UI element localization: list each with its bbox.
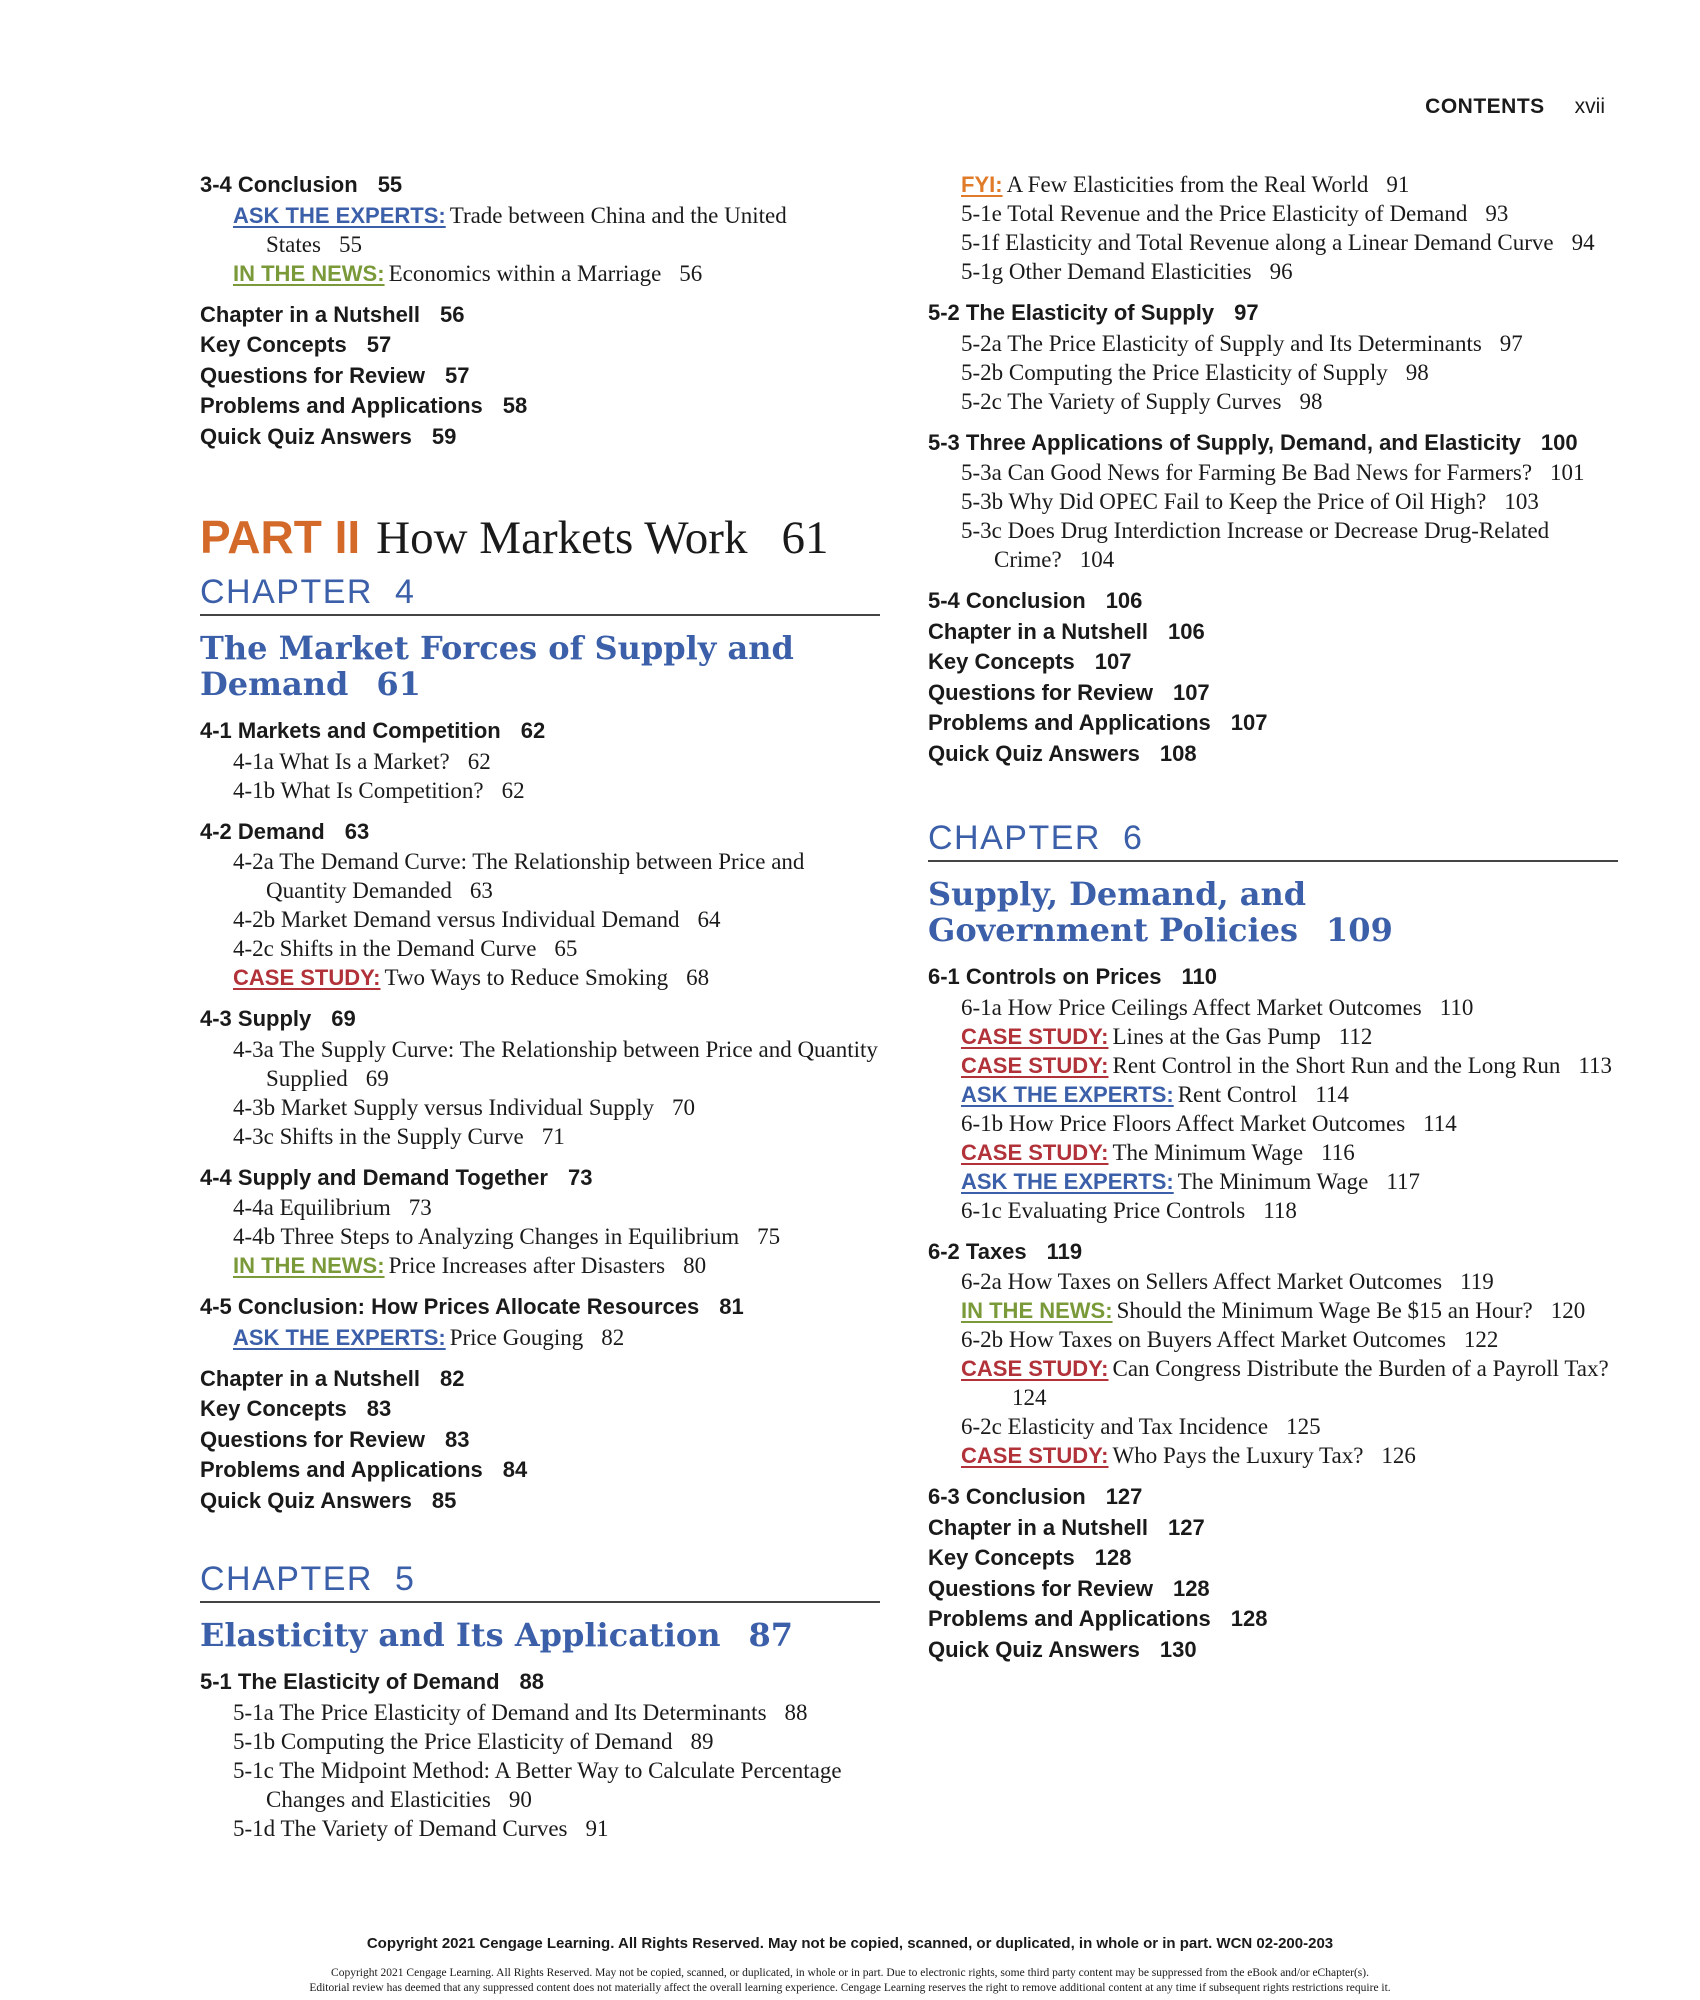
entry-page: 128 <box>1172 1575 1210 1601</box>
chapter-6-title[interactable] <box>928 876 1528 948</box>
toc-section-entry[interactable] <box>200 1455 880 1486</box>
entry-title: 4-2a The Demand Curve: The Relationship between Price and Quantity Demanded <box>233 849 805 903</box>
toc-subsection-entry[interactable] <box>200 1814 880 1843</box>
entry-page: 64 <box>697 907 721 932</box>
entry-page: 130 <box>1159 1636 1197 1662</box>
entry-page: 62 <box>467 748 491 774</box>
entry-title: Questions for Review <box>200 362 425 388</box>
toc-feature-entry[interactable] <box>200 201 880 259</box>
toc-subsection-entry[interactable] <box>200 1035 880 1093</box>
toc-subsection-entry[interactable] <box>928 1412 1618 1441</box>
entry-page: 82 <box>601 1324 625 1350</box>
entry-title: 5-3b Why Did OPEC Fail to Keep the Price of Oil High? <box>961 489 1487 514</box>
entry-title: Economics within a Marriage <box>388 260 662 286</box>
toc-feature-entry[interactable] <box>928 1441 1618 1470</box>
entry-title: 6-1b How Price Floors Affect Market Outcomes <box>961 1110 1406 1136</box>
toc-feature-entry[interactable] <box>928 1080 1618 1109</box>
toc-right-column <box>928 170 1618 1665</box>
entry-page: 100 <box>1540 429 1578 455</box>
entry-title: 4-4 Supply and Demand Together <box>200 1164 548 1190</box>
entry-page: 81 <box>719 1294 744 1319</box>
entry-title: The Minimum Wage <box>1177 1168 1369 1194</box>
toc-subsection-entry[interactable] <box>928 1109 1618 1138</box>
toc-subsection-entry[interactable] <box>928 1325 1618 1354</box>
toc-subsection-entry[interactable] <box>200 747 880 776</box>
toc-subsection-entry[interactable] <box>200 847 880 905</box>
entry-page: 118 <box>1263 1197 1297 1223</box>
toc-list <box>928 962 1618 1665</box>
part-title: How Markets Work <box>376 512 748 564</box>
entry-title: 4-2c Shifts in the Demand Curve <box>233 936 537 961</box>
entry-title: 3-4 Conclusion <box>200 172 358 197</box>
toc-subsection-entry[interactable] <box>928 257 1618 286</box>
entry-title: 5-1 The Elasticity of Demand <box>200 1669 500 1694</box>
toc-list <box>200 1667 880 1843</box>
toc-section-entry[interactable] <box>928 708 1618 739</box>
entry-page: 83 <box>444 1426 470 1452</box>
entry-title: 4-1b What Is Competition? <box>233 777 484 803</box>
entry-title: 6-2a How Taxes on Sellers Affect Market Outcomes <box>961 1269 1443 1294</box>
entry-title: 6-1 Controls on Prices <box>928 964 1162 989</box>
entry-title: Chapter in a Nutshell <box>928 618 1149 644</box>
entry-page: 62 <box>501 777 525 803</box>
chapter-label-text: CHAPTER <box>928 819 1101 857</box>
rights-line: Copyright 2021 Cengage Learning. All Rights Reserved. May not be copied, scanned, or duplicated, in whole or in part. Due to electronic rights, some third party content may be suppressed from the eBook and/or eChapter(s). <box>331 1967 1369 1979</box>
entry-page: 69 <box>365 1065 389 1091</box>
entry-title: Key Concepts <box>928 1545 1075 1570</box>
toc-subsection-entry[interactable] <box>928 329 1618 358</box>
entry-title: 4-1 Markets and Competition <box>200 718 501 743</box>
entry-title: Problems and Applications <box>200 393 483 418</box>
entry-title: Rent Control in the Short Run and the Long Run <box>1112 1052 1561 1078</box>
entry-page: 127 <box>1168 1514 1205 1540</box>
entry-title: Quick Quiz Answers <box>928 1636 1140 1662</box>
entry-page: 59 <box>431 423 457 449</box>
toc-subsection-entry[interactable] <box>928 993 1618 1022</box>
feature-label: CASE STUDY: <box>961 1052 1109 1078</box>
toc-section-entry[interactable] <box>928 1604 1618 1635</box>
entry-page: 63 <box>344 818 370 844</box>
toc-section-entry[interactable] <box>928 586 1618 617</box>
entry-page: 110 <box>1439 994 1474 1020</box>
entry-title: 5-1d The Variety of Demand Curves <box>233 1815 568 1841</box>
entry-page: 103 <box>1504 489 1539 514</box>
toc-list <box>928 170 1618 769</box>
entry-page: 101 <box>1550 460 1585 485</box>
chapter-title-text: The Market Forces of Supply and Demand <box>200 629 794 703</box>
toc-subsection-entry[interactable] <box>928 228 1618 257</box>
entry-title: A Few Elasticities from the Real World <box>1006 172 1369 197</box>
toc-section-entry[interactable] <box>200 300 880 331</box>
entry-title: Price Gouging <box>449 1324 584 1350</box>
entry-page: 94 <box>1571 230 1595 255</box>
entry-page: 96 <box>1269 259 1293 284</box>
entry-title: Questions for Review <box>928 679 1153 705</box>
entry-page: 98 <box>1299 388 1323 414</box>
entry-page: 110 <box>1181 964 1218 989</box>
toc-section-entry[interactable] <box>928 647 1618 678</box>
entry-title: Quick Quiz Answers <box>200 1487 412 1513</box>
entry-page: 82 <box>440 1365 465 1391</box>
entry-title: Problems and Applications <box>200 1457 483 1482</box>
entry-page: 97 <box>1499 330 1523 356</box>
entry-title: 6-2 Taxes <box>928 1238 1027 1264</box>
entry-title: 4-3 Supply <box>200 1006 312 1031</box>
part-page: 61 <box>781 512 829 564</box>
toc-list <box>200 716 880 1516</box>
toc-section-entry[interactable] <box>200 1667 880 1698</box>
toc-subsection-entry[interactable] <box>928 199 1618 228</box>
entry-page: 119 <box>1460 1269 1494 1294</box>
chapter-label-text: CHAPTER <box>200 573 373 611</box>
entry-page: 113 <box>1578 1052 1612 1078</box>
toc-list <box>200 170 880 452</box>
toc-section-entry[interactable] <box>928 962 1618 993</box>
entry-title: Problems and Applications <box>928 710 1211 735</box>
entry-title: 4-2b Market Demand versus Individual Demand <box>233 907 680 932</box>
entry-page: 112 <box>1338 1023 1373 1049</box>
entry-page: 88 <box>519 1669 545 1694</box>
chapter-5-title[interactable] <box>200 1617 880 1653</box>
entry-title: Chapter in a Nutshell <box>200 1365 421 1391</box>
toc-section-entry[interactable] <box>200 170 880 201</box>
entry-title: 4-4b Three Steps to Analyzing Changes in Equilibrium <box>233 1224 740 1249</box>
chapter-label-text: CHAPTER <box>200 1560 373 1598</box>
entry-page: 97 <box>1234 300 1259 325</box>
toc-subsection-entry[interactable] <box>928 1267 1618 1296</box>
toc-subsection-entry[interactable] <box>928 387 1618 416</box>
entry-page: 55 <box>377 172 403 197</box>
entry-title: Questions for Review <box>200 1426 425 1452</box>
entry-page: 120 <box>1550 1298 1586 1323</box>
entry-page: 65 <box>554 936 578 961</box>
entry-title: Rent Control <box>1177 1081 1298 1107</box>
entry-title: Questions for Review <box>928 1575 1153 1601</box>
entry-page: 62 <box>520 718 546 743</box>
entry-page: 98 <box>1405 359 1429 385</box>
chapter-6-label <box>928 819 1618 862</box>
toc-subsection-entry[interactable] <box>928 358 1618 387</box>
page-header <box>1425 95 1605 119</box>
entry-title: 5-2c The Variety of Supply Curves <box>961 388 1282 414</box>
entry-page: 124 <box>1012 1385 1047 1410</box>
entry-page: 88 <box>784 1699 808 1725</box>
entry-title: 4-2 Demand <box>200 818 325 844</box>
entry-title: 6-2c Elasticity and Tax Incidence <box>961 1414 1269 1439</box>
entry-page: 56 <box>440 301 465 327</box>
entry-page: 58 <box>502 393 528 418</box>
toc-section-entry[interactable] <box>928 298 1618 329</box>
toc-subsection-entry[interactable] <box>200 905 880 934</box>
entry-page: 80 <box>683 1253 707 1278</box>
copyright-notice: Copyright 2021 Cengage Learning. All Rights Reserved. May not be copied, scanned, or duplicated, in whole or in part. WCN 02-200-203 <box>366 1935 1334 1952</box>
entry-title: Should the Minimum Wage Be $15 an Hour? <box>1116 1298 1533 1323</box>
toc-section-entry[interactable] <box>200 1004 880 1035</box>
chapter-number: 5 <box>394 1560 416 1598</box>
toc-feature-entry[interactable] <box>928 1022 1618 1051</box>
entry-page: 106 <box>1105 588 1143 613</box>
entry-title: Quick Quiz Answers <box>200 423 412 449</box>
toc-feature-entry[interactable] <box>928 1138 1618 1167</box>
entry-title: 6-1c Evaluating Price Controls <box>961 1197 1246 1223</box>
toc-section-entry[interactable] <box>928 428 1618 459</box>
toc-section-entry[interactable] <box>200 422 880 453</box>
feature-label: ASK THE EXPERTS: <box>233 202 446 228</box>
entry-page: 91 <box>1386 172 1410 197</box>
entry-page: 106 <box>1168 618 1205 644</box>
entry-page: 104 <box>1079 547 1115 572</box>
toc-feature-entry[interactable] <box>200 963 880 992</box>
entry-title: 5-3 Three Applications of Supply, Demand, and Elasticity <box>928 429 1521 455</box>
feature-label: CASE STUDY: <box>961 1356 1109 1381</box>
part-label: PART II <box>200 511 361 563</box>
toc-section-entry[interactable] <box>200 1425 880 1456</box>
chapter-4-label <box>200 573 880 616</box>
entry-title: 5-1c The Midpoint Method: A Better Way to Calculate Percentage Changes and Elasticities <box>233 1757 842 1812</box>
entry-page: 107 <box>1094 649 1132 674</box>
entry-page: 117 <box>1386 1168 1420 1194</box>
entry-title: Quick Quiz Answers <box>928 740 1140 766</box>
toc-section-entry[interactable] <box>200 1163 880 1194</box>
entry-title: Lines at the Gas Pump <box>1112 1023 1321 1049</box>
toc-section-entry[interactable] <box>928 1574 1618 1605</box>
entry-page: 128 <box>1094 1545 1132 1570</box>
entry-page: 55 <box>338 231 362 257</box>
toc-subsection-entry[interactable] <box>928 516 1618 574</box>
entry-page: 107 <box>1172 679 1210 705</box>
entry-title: Chapter in a Nutshell <box>928 1514 1149 1540</box>
toc-feature-entry[interactable] <box>928 170 1618 199</box>
entry-page: 126 <box>1381 1443 1416 1468</box>
entry-page: 91 <box>585 1815 609 1841</box>
toc-feature-entry[interactable] <box>928 1354 1618 1412</box>
toc-section-entry[interactable] <box>928 678 1618 709</box>
entry-title: 5-3c Does Drug Interdiction Increase or Decrease Drug-Related Crime? <box>961 518 1550 572</box>
toc-section-entry[interactable] <box>928 1543 1618 1574</box>
toc-subsection-entry[interactable] <box>928 1196 1618 1225</box>
entry-title: 5-1g Other Demand Elasticities <box>961 259 1252 284</box>
entry-page: 125 <box>1286 1414 1321 1439</box>
entry-title: 6-3 Conclusion <box>928 1484 1086 1509</box>
chapter-number: 4 <box>394 573 416 611</box>
entry-title: Price Increases after Disasters <box>388 1253 666 1278</box>
feature-label: IN THE NEWS: <box>961 1298 1113 1323</box>
feature-label: ASK THE EXPERTS: <box>961 1168 1174 1194</box>
toc-section-entry[interactable] <box>200 391 880 422</box>
entry-title: Key Concepts <box>200 1396 347 1421</box>
entry-page: 57 <box>444 362 470 388</box>
toc-section-entry[interactable] <box>928 1513 1618 1544</box>
entry-title: 5-1b Computing the Price Elasticity of Demand <box>233 1728 673 1754</box>
toc-subsection-entry[interactable] <box>200 776 880 805</box>
entry-page: 122 <box>1463 1327 1499 1352</box>
entry-title: Problems and Applications <box>928 1606 1211 1631</box>
feature-label: CASE STUDY: <box>233 965 381 990</box>
toc-subsection-entry[interactable] <box>200 1698 880 1727</box>
rights-notice <box>0 1966 1700 1996</box>
entry-title: 4-4a Equilibrium <box>233 1195 391 1220</box>
feature-label: CASE STUDY: <box>961 1139 1109 1165</box>
toc-section-entry[interactable] <box>200 1292 880 1323</box>
entry-title: Two Ways to Reduce Smoking <box>384 965 669 990</box>
entry-page: 85 <box>431 1487 457 1513</box>
chapter-page: 109 <box>1326 911 1393 949</box>
entry-page: 68 <box>686 965 710 990</box>
chapter-4-title[interactable] <box>200 630 880 702</box>
entry-page: 71 <box>541 1123 565 1149</box>
entry-title: 4-5 Conclusion: How Prices Allocate Resources <box>200 1294 700 1319</box>
feature-label: IN THE NEWS: <box>233 260 385 286</box>
toc-subsection-entry[interactable] <box>928 458 1618 487</box>
part-heading <box>200 510 880 565</box>
entry-page: 89 <box>690 1728 714 1754</box>
chapter-5-label <box>200 1560 880 1603</box>
entry-page: 56 <box>679 260 703 286</box>
entry-page: 128 <box>1230 1606 1268 1631</box>
toc-section-entry[interactable] <box>928 739 1618 770</box>
entry-page: 84 <box>502 1457 528 1482</box>
toc-subsection-entry[interactable] <box>200 1756 880 1814</box>
page-number: xvii <box>1574 95 1605 118</box>
running-head: CONTENTS <box>1425 95 1545 118</box>
entry-page: 90 <box>508 1786 532 1812</box>
entry-title: Trade between China and the United States <box>266 202 787 257</box>
chapter-page: 61 <box>376 665 421 703</box>
entry-title: 4-3c Shifts in the Supply Curve <box>233 1123 524 1149</box>
entry-page: 73 <box>567 1164 593 1190</box>
toc-subsection-entry[interactable] <box>928 487 1618 516</box>
toc-section-entry[interactable] <box>200 361 880 392</box>
entry-title: 5-1e Total Revenue and the Price Elasticity of Demand <box>961 201 1468 226</box>
entry-page: 69 <box>331 1006 356 1031</box>
entry-title: 4-3b Market Supply versus Individual Supply <box>233 1094 654 1120</box>
toc-section-entry[interactable] <box>928 1237 1618 1268</box>
toc-subsection-entry[interactable] <box>200 1122 880 1151</box>
entry-page: 63 <box>469 878 493 903</box>
chapter-title-text: Supply, Demand, and Government Policies <box>928 875 1307 949</box>
entry-page: 114 <box>1315 1081 1349 1107</box>
entry-page: 114 <box>1423 1110 1457 1136</box>
chapter-number: 6 <box>1122 819 1144 857</box>
entry-page: 83 <box>366 1396 392 1421</box>
feature-label: ASK THE EXPERTS: <box>233 1324 446 1350</box>
toc-section-entry[interactable] <box>200 330 880 361</box>
chapter-page: 87 <box>748 1616 793 1654</box>
entry-title: Can Congress Distribute the Burden of a Payroll Tax? <box>1112 1356 1609 1381</box>
entry-title: Who Pays the Luxury Tax? <box>1112 1443 1364 1468</box>
entry-page: 108 <box>1159 740 1197 766</box>
entry-title: 5-2 The Elasticity of Supply <box>928 300 1215 325</box>
entry-title: 5-1f Elasticity and Total Revenue along a Linear Demand Curve <box>961 230 1554 255</box>
rights-line: Editorial review has deemed that any suppressed content does not materially affect the overall learning experience. Cengage Learning reserves the right to remove additional content at any time if subsequent rights restrictions require it. <box>309 1982 1391 1994</box>
entry-page: 57 <box>366 332 392 357</box>
toc-subsection-entry[interactable] <box>200 1193 880 1222</box>
entry-title: 5-1a The Price Elasticity of Demand and Its Determinants <box>233 1699 767 1725</box>
toc-subsection-entry[interactable] <box>200 1222 880 1251</box>
entry-page: 116 <box>1321 1139 1355 1165</box>
entry-page: 107 <box>1230 710 1268 735</box>
entry-page: 119 <box>1046 1238 1083 1264</box>
entry-title: 5-3a Can Good News for Farming Be Bad News for Farmers? <box>961 460 1533 485</box>
toc-section-entry[interactable] <box>200 1486 880 1517</box>
feature-label: CASE STUDY: <box>961 1443 1109 1468</box>
entry-page: 127 <box>1105 1484 1143 1509</box>
feature-label: ASK THE EXPERTS: <box>961 1081 1174 1107</box>
toc-left-column <box>200 170 880 1843</box>
toc-subsection-entry[interactable] <box>200 1093 880 1122</box>
toc-feature-entry[interactable] <box>928 1051 1618 1080</box>
entry-page: 70 <box>672 1094 695 1120</box>
entry-title: The Minimum Wage <box>1112 1139 1304 1165</box>
entry-title: 5-2a The Price Elasticity of Supply and Its Determinants <box>961 330 1482 356</box>
toc-feature-entry[interactable] <box>928 1167 1618 1196</box>
toc-section-entry[interactable] <box>928 1635 1618 1666</box>
entry-page: 73 <box>408 1195 432 1220</box>
entry-page: 93 <box>1485 201 1509 226</box>
chapter-title-text: Elasticity and Its Application <box>200 1616 721 1654</box>
feature-label: IN THE NEWS: <box>233 1253 385 1278</box>
toc-feature-entry[interactable] <box>200 259 880 288</box>
toc-feature-entry[interactable] <box>200 1323 880 1352</box>
entry-title: 6-2b How Taxes on Buyers Affect Market Outcomes <box>961 1327 1446 1352</box>
toc-section-entry[interactable] <box>200 716 880 747</box>
feature-label: FYI: <box>961 172 1003 197</box>
entry-page: 75 <box>757 1224 781 1249</box>
feature-label: CASE STUDY: <box>961 1023 1109 1049</box>
toc-subsection-entry[interactable] <box>200 1727 880 1756</box>
entry-title: Key Concepts <box>200 332 347 357</box>
entry-title: 6-1a How Price Ceilings Affect Market Outcomes <box>961 994 1422 1020</box>
toc-subsection-entry[interactable] <box>200 934 880 963</box>
toc-section-entry[interactable] <box>928 1482 1618 1513</box>
toc-section-entry[interactable] <box>200 1364 880 1395</box>
entry-title: 5-4 Conclusion <box>928 588 1086 613</box>
entry-title: 4-3a The Supply Curve: The Relationship between Price and Quantity Supplied <box>233 1036 878 1091</box>
entry-title: Key Concepts <box>928 649 1075 674</box>
entry-title: 4-1a What Is a Market? <box>233 748 450 774</box>
entry-title: 5-2b Computing the Price Elasticity of Supply <box>961 359 1388 385</box>
toc-section-entry[interactable] <box>200 1394 880 1425</box>
toc-feature-entry[interactable] <box>200 1251 880 1280</box>
toc-section-entry[interactable] <box>200 817 880 848</box>
toc-section-entry[interactable] <box>928 617 1618 648</box>
toc-feature-entry[interactable] <box>928 1296 1618 1325</box>
entry-title: Chapter in a Nutshell <box>200 301 421 327</box>
